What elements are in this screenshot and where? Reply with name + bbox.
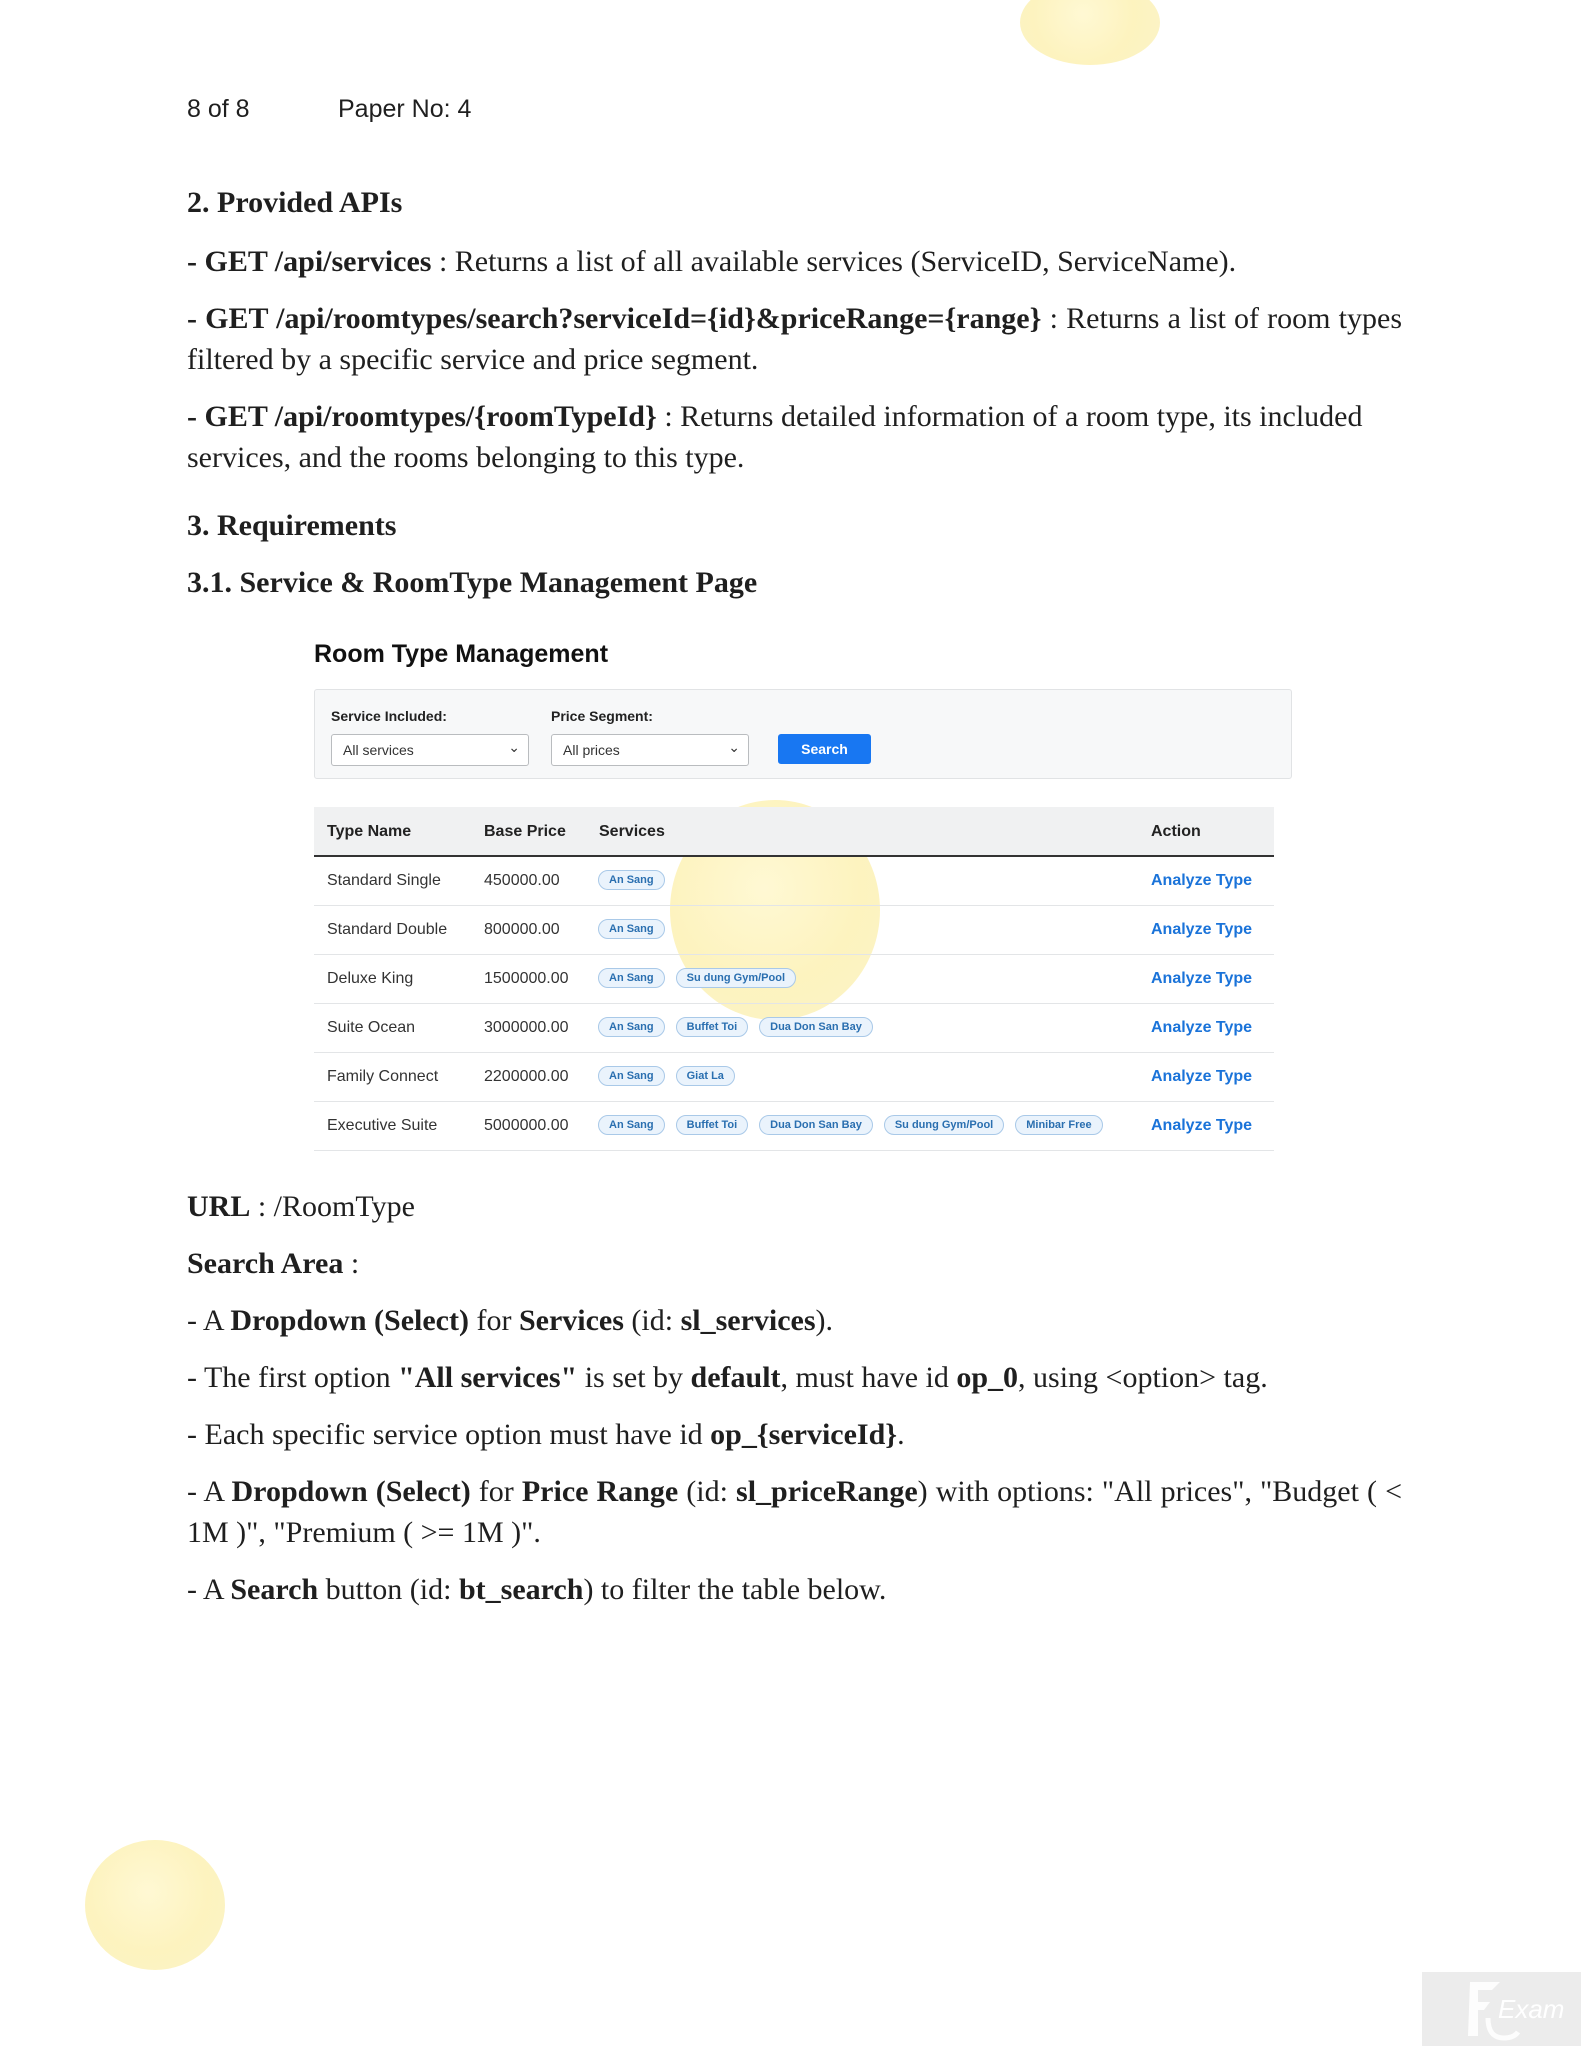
table-header — [314, 807, 1274, 857]
api-search-route: - GET /api/roomtypes/search?serviceId={id}&priceRange={range} — [187, 302, 1042, 335]
text: for — [470, 1475, 522, 1508]
service-label: Service Included: — [331, 708, 447, 724]
analyze-type-link[interactable]: Analyze Type — [1151, 970, 1253, 987]
type-name-cell: Suite Ocean — [327, 1019, 416, 1036]
chevron-down-icon: ⌄ — [728, 739, 740, 755]
text: . — [897, 1418, 905, 1451]
service-badge: Su dung Gym/Pool — [676, 968, 796, 988]
service-badge: An Sang — [598, 919, 665, 939]
text: ). — [815, 1304, 834, 1337]
page-subheading: 3.1. Service & RoomType Management Page — [187, 566, 758, 599]
text-bold: Search — [230, 1573, 319, 1606]
text-bold: bt_search — [458, 1573, 584, 1606]
text-bold: Services — [518, 1304, 624, 1337]
table-row — [314, 1102, 1274, 1151]
service-badge: Giat La — [676, 1066, 735, 1086]
analyze-type-link[interactable]: Analyze Type — [1151, 1117, 1253, 1134]
analyze-type-link[interactable]: Analyze Type — [1151, 921, 1253, 938]
chevron-down-icon: ⌄ — [508, 739, 520, 755]
table-row — [314, 857, 1274, 906]
api-search-line — [187, 298, 1402, 380]
service-badge: Minibar Free — [1015, 1115, 1102, 1135]
price-label: Price Segment: — [551, 708, 653, 724]
col-services: Services — [599, 823, 665, 840]
search-area-line — [187, 1243, 1402, 1284]
table-row — [314, 1053, 1274, 1102]
type-name-cell: Deluxe King — [327, 970, 414, 987]
col-base-price: Base Price — [484, 823, 566, 840]
text: button (id: — [318, 1573, 459, 1606]
text-bold: "All services" — [398, 1361, 578, 1394]
text: for — [468, 1304, 519, 1337]
service-badge: An Sang — [598, 968, 665, 988]
base-price-cell: 2200000.00 — [484, 1068, 569, 1085]
filter-panel — [314, 689, 1292, 779]
req-line-5 — [187, 1569, 1402, 1610]
apis-heading: 2. Provided APIs — [187, 186, 403, 219]
text: - A — [187, 1475, 232, 1508]
watermark-top — [1020, 0, 1160, 65]
text-bold: op_{serviceId} — [710, 1418, 898, 1451]
text: is set by — [577, 1361, 691, 1394]
type-name-cell: Family Connect — [327, 1068, 439, 1085]
service-badge: An Sang — [598, 870, 665, 890]
price-select[interactable] — [551, 734, 749, 766]
req-line-1 — [187, 1300, 1402, 1341]
exam-logo — [1422, 1972, 1581, 2046]
type-name-cell: Standard Single — [327, 872, 441, 889]
analyze-type-link[interactable]: Analyze Type — [1151, 1019, 1253, 1036]
url-label: URL — [187, 1190, 251, 1223]
text: - A — [187, 1573, 231, 1606]
search-area-colon: : — [343, 1247, 360, 1280]
logo-text: Exam — [1498, 1994, 1565, 2024]
service-badge: An Sang — [598, 1017, 665, 1037]
service-badge: Buffet Toi — [676, 1115, 749, 1135]
text-bold: Dropdown (Select) — [230, 1304, 469, 1337]
text-bold: sl_services — [680, 1304, 816, 1337]
search-button[interactable]: Search — [778, 734, 871, 764]
api-services-route: - GET /api/services — [187, 245, 432, 278]
service-badge: Dua Don San Bay — [759, 1017, 873, 1037]
analyze-type-link[interactable]: Analyze Type — [1151, 872, 1253, 889]
screenshot-title: Room Type Management — [314, 640, 609, 668]
api-search-desc: : Returns a list of room types filtered by a specific service and price segment. — [187, 302, 1403, 376]
service-badge: Dua Don San Bay — [759, 1115, 873, 1135]
text: - The first option — [187, 1361, 399, 1394]
text-bold: Dropdown (Select) — [231, 1475, 471, 1508]
page-number: 8 of 8 — [187, 95, 250, 123]
api-detail-desc: : Returns detailed information of a room type, its included services, and the rooms belonging to this type. — [187, 400, 1363, 474]
service-select[interactable] — [331, 734, 529, 766]
col-action: Action — [1151, 823, 1201, 840]
url-line — [187, 1186, 1402, 1227]
services-cell — [598, 870, 665, 890]
base-price-cell: 1500000.00 — [484, 970, 569, 987]
text: , using <option> tag. — [1018, 1361, 1268, 1394]
base-price-cell: 800000.00 — [484, 921, 560, 938]
base-price-cell: 450000.00 — [484, 872, 560, 889]
text-bold: Price Range — [521, 1475, 679, 1508]
text: ) with options: "All prices", "Budget ( < 1M )", "Premium ( >= 1M )". — [187, 1475, 1403, 1549]
service-badge: Buffet Toi — [676, 1017, 749, 1037]
text: ) to filter the table below. — [583, 1573, 887, 1606]
api-detail-route: - GET /api/roomtypes/{roomTypeId} — [187, 400, 657, 433]
table-row — [314, 1004, 1274, 1053]
type-name-cell: Standard Double — [327, 921, 448, 938]
text-bold: op_0 — [956, 1361, 1019, 1394]
services-cell — [598, 1115, 1103, 1135]
type-name-cell: Executive Suite — [327, 1117, 438, 1134]
paper-number: Paper No: 4 — [338, 95, 472, 123]
service-select-value: All services — [343, 742, 414, 758]
base-price-cell: 3000000.00 — [484, 1019, 569, 1036]
base-price-cell: 5000000.00 — [484, 1117, 569, 1134]
api-services-desc: : Returns a list of all available services (ServiceID, ServiceName). — [431, 245, 1237, 278]
services-cell — [598, 919, 665, 939]
text: (id: — [623, 1304, 681, 1337]
text: - Each specific service option must have id — [187, 1418, 711, 1451]
price-select-value: All prices — [563, 742, 620, 758]
req-line-2 — [187, 1357, 1402, 1398]
col-type-name: Type Name — [327, 823, 412, 840]
api-services-line — [187, 241, 1402, 282]
text: (id: — [678, 1475, 737, 1508]
analyze-type-link[interactable]: Analyze Type — [1151, 1068, 1253, 1085]
text: - A — [187, 1304, 231, 1337]
services-cell — [598, 968, 796, 988]
req-line-3 — [187, 1414, 1402, 1455]
url-value: : /RoomType — [250, 1190, 415, 1223]
roomtype-screenshot — [310, 630, 1310, 1150]
api-detail-line — [187, 396, 1402, 478]
text: , must have id — [780, 1361, 957, 1394]
service-badge: An Sang — [598, 1066, 665, 1086]
table-row — [314, 955, 1274, 1004]
req-line-4 — [187, 1471, 1402, 1553]
search-area-label: Search Area — [187, 1247, 344, 1280]
table-row — [314, 906, 1274, 955]
watermark-bottom-left — [85, 1840, 225, 1970]
service-badge: Su dung Gym/Pool — [884, 1115, 1004, 1135]
text-bold: sl_priceRange — [736, 1475, 918, 1508]
requirements-heading: 3. Requirements — [187, 509, 397, 542]
services-cell — [598, 1017, 873, 1037]
services-cell — [598, 1066, 735, 1086]
text-bold: default — [690, 1361, 781, 1394]
service-badge: An Sang — [598, 1115, 665, 1135]
